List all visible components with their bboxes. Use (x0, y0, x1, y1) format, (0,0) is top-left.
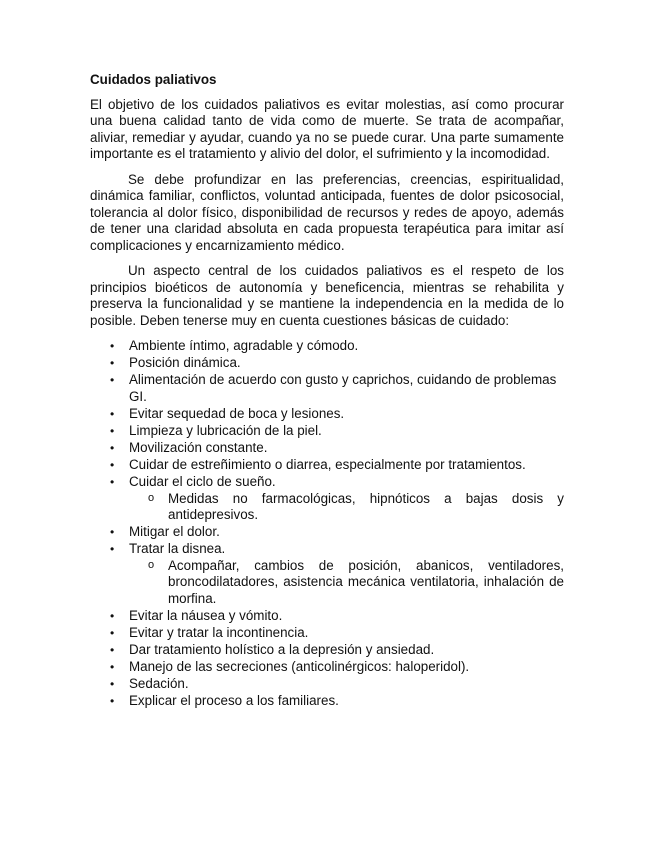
bullet-text: Evitar sequedad de boca y lesiones. (129, 405, 345, 421)
sub-bullet-circle-icon: o (148, 491, 155, 504)
bullet-text: Tratar la disnea. (129, 541, 226, 557)
bullet-dot-icon: • (110, 660, 115, 675)
bullet-text: Manejo de las secreciones (anticolinérgicos: haloperidol). (129, 659, 470, 675)
bullet-dot-icon: • (110, 356, 115, 371)
bullet-dot-icon: • (110, 406, 115, 421)
bullet-text: Posición dinámica. (129, 355, 241, 371)
bullet-item (90, 457, 564, 474)
sub-bullet-text: Acompañar, cambios de posición, abanicos, ventiladores, broncodilatadores, asistencia mecánica ventilatoria, inhalación de morfina. (168, 557, 564, 606)
sub-bullet-list (129, 558, 564, 608)
bullet-dot-icon: • (110, 339, 115, 353)
bullet-text: Ambiente íntimo, agradable y cómodo. (129, 338, 359, 353)
bullet-item (90, 355, 564, 372)
document-page (90, 72, 564, 711)
bullet-item (90, 440, 564, 457)
bullet-item (90, 541, 564, 607)
sub-bullet-item (129, 491, 564, 524)
bullet-text: Evitar la náusea y vómito. (129, 607, 283, 623)
sub-bullet-item (129, 558, 564, 608)
paragraph-principles: Un aspecto central de los cuidados paliativos es el respeto de los principios bioéticos de autonomía y beneficencia, mientras se rehabilita y preserva la funcionalidad y se mantiene la independencia en la medida de lo posible. Deben tenerse muy en cuenta cuestiones básicas de cuidado: (90, 263, 564, 328)
bullet-item (90, 338, 564, 355)
bullet-item (90, 474, 564, 524)
bullet-item (90, 676, 564, 693)
bullet-item (90, 423, 564, 440)
sub-bullet-circle-icon: o (148, 558, 155, 571)
bullet-dot-icon: • (110, 440, 115, 455)
bullet-dot-icon: • (110, 677, 115, 692)
bullet-item (90, 406, 564, 423)
document-title: Cuidados paliativos (90, 72, 217, 87)
sub-bullet-list (129, 491, 564, 524)
bullet-dot-icon: • (110, 373, 115, 388)
paragraph-preferences: Se debe profundizar en las preferencias, creencias, espiritualidad, dinámica familiar, conflictos, voluntad anticipada, fuentes de dolor psicosocial, tolerancia al dolor físico, disponibilidad de recursos y redes de apoyo, además de tener una claridad absoluta en cada propuesta terapéutica para imitar así complicaciones y encarnizamiento médico. (90, 171, 564, 253)
bullet-item (90, 608, 564, 625)
bullet-dot-icon: • (110, 643, 115, 658)
bullet-item (90, 524, 564, 541)
bullet-item (90, 693, 564, 710)
bullet-text: Explicar el proceso a los familiares. (129, 693, 339, 709)
bullet-dot-icon: • (110, 694, 115, 709)
bullet-item (90, 625, 564, 642)
bullet-dot-icon: • (110, 458, 115, 473)
bullet-dot-icon: • (110, 626, 115, 641)
bullet-text: Movilización constante. (129, 439, 268, 455)
bullet-text: Limpieza y lubricación de la piel. (129, 422, 322, 438)
sub-bullet-text: Medidas no farmacológicas, hipnóticos a bajas dosis y antidepresivos. (168, 490, 564, 523)
bullet-dot-icon: • (110, 542, 115, 557)
bullet-dot-icon: • (110, 423, 115, 438)
bullet-item (90, 642, 564, 659)
bullet-item (90, 372, 564, 405)
bullet-text: Dar tratamiento holístico a la depresión y ansiedad. (129, 642, 435, 658)
bullet-dot-icon: • (110, 525, 115, 540)
bullet-dot-icon: • (110, 608, 115, 623)
bullet-item (90, 659, 564, 676)
bullet-text: Sedación. (129, 676, 189, 692)
bullet-text: Mitigar el dolor. (129, 524, 220, 540)
bullet-text: Alimentación de acuerdo con gusto y caprichos, cuidando de problemas GI. (129, 372, 557, 404)
bullet-text: Cuidar de estreñimiento o diarrea, especialmente por tratamientos. (129, 457, 526, 473)
care-bullet-list (90, 338, 564, 710)
bullet-dot-icon: • (110, 475, 115, 490)
bullet-text: Cuidar el ciclo de sueño. (129, 474, 276, 490)
bullet-text: Evitar y tratar la incontinencia. (129, 625, 309, 641)
paragraph-intro: El objetivo de los cuidados paliativos es evitar molestias, así como procurar una buena calidad tanto de vida como de muerte. Se trata de acompañar, aliviar, remediar y ayudar, cuando ya no se puede curar. Una parte sumamente importante es el tratamiento y alivio del dolor, el sufrimiento y la incomodidad. (90, 96, 564, 161)
